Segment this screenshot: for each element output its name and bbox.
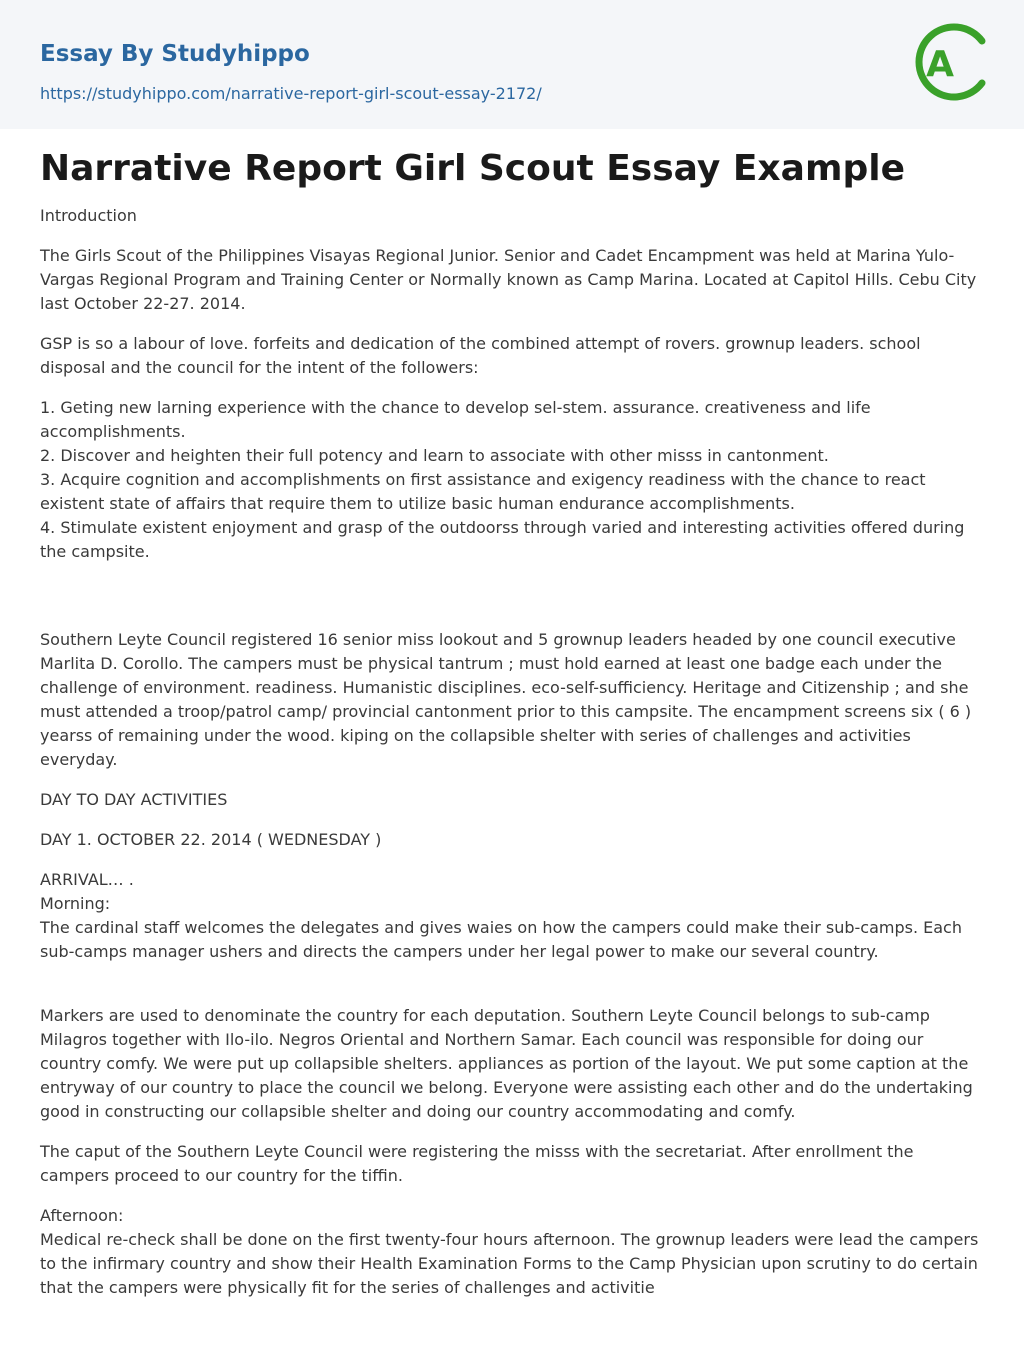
site-header — [0, 0, 1024, 129]
list-item: 3. Acquire cognition and accomplishments on first assistance and exigency readiness with the chance to react existent state of affairs that require them to utilize basic human endurance accomplishments. — [40, 470, 926, 513]
logo-letter: A — [926, 44, 954, 85]
list-item: 4. Stimulate existent enjoyment and grasp of the outdoorss through varied and interesting activities offered during the campsite. — [40, 518, 965, 561]
brand-title[interactable]: Essay By Studyhippo — [40, 41, 310, 67]
arrival-block — [40, 868, 984, 964]
arrival-label: ARRIVAL… . — [40, 870, 134, 889]
paragraph-6: The caput of the Southern Leyte Council were registering the misss with the secretariat. After enrollment the campers proceed to our country for the tiffin. — [40, 1142, 914, 1185]
activities-heading: DAY TO DAY ACTIVITIES — [40, 790, 228, 809]
paragraph-1: The Girls Scout of the Philippines Visayas Regional Junior. Senior and Cadet Encampment was held at Marina Yulo-Vargas Regional Program and Training Center or Normally known as Camp Marina. Located at Capitol Hills. Cebu City last October 22-27. 2014. — [40, 246, 977, 313]
paragraph-2: GSP is so a labour of love. forfeits and dedication of the combined attempt of rovers. grownup leaders. school disposal and the council for the intent of the followers: — [40, 334, 921, 377]
paragraph-4: The cardinal staff welcomes the delegates and gives waies on how the campers could make their sub-camps. Each sub-camps manager ushers and directs the campers under her legal power to make our several country. — [40, 918, 962, 961]
spacer — [40, 580, 984, 628]
list-item: 1. Geting new larning experience with the chance to develop sel-stem. assurance. creativeness and life accomplishments. — [40, 398, 871, 441]
objectives-list — [40, 396, 984, 564]
paragraph-7: Medical re-check shall be done on the first twenty-four hours afternoon. The grownup leaders were lead the campers to the infirmary country and show their Health Examination Forms to the Camp Physician upon scrutiny to do certain that the campers were physically fit for the series of challenges and activitie — [40, 1230, 979, 1297]
page-title: Narrative Report Girl Scout Essay Example — [40, 148, 905, 189]
morning-label: Morning: — [40, 894, 111, 913]
paragraph-3: Southern Leyte Council registered 16 senior miss lookout and 5 grownup leaders headed by one council executive Marlita D. Corollo. The campers must be physical tantrum ; must hold earned at least one badge each under the challenge of environment. readiness. Humanistic disciplines. eco-self-sufficiency. Heritage and Citizenship ; and she must attended a troop/patrol camp/ provincial cantonment prior to this campsite. The encampment screens six ( 6 ) yearss of remaining under the wood. kiping on the collapsible shelter with series of challenges and activities everyday. — [40, 630, 972, 769]
spacer — [40, 980, 984, 1004]
essay-body — [40, 204, 984, 1300]
studyhippo-logo-icon[interactable] — [912, 18, 988, 106]
afternoon-label: Afternoon: — [40, 1206, 124, 1225]
day1-heading: DAY 1. OCTOBER 22. 2014 ( WEDNESDAY ) — [40, 830, 382, 849]
afternoon-block — [40, 1204, 984, 1300]
intro-heading: Introduction — [40, 206, 137, 225]
list-item: 2. Discover and heighten their full potency and learn to associate with other misss in cantonment. — [40, 446, 829, 465]
paragraph-5: Markers are used to denominate the country for each deputation. Southern Leyte Council belongs to sub-camp Milagros together with Ilo-ilo. Negros Oriental and Northern Samar. Each council was responsible for doing our country comfy. We were put up collapsible shelters. appliances as portion of the layout. We put some caption at the entryway of our country to place the council we belong. Everyone were assisting each other and do the undertaking good in constructing our collapsible shelter and doing our country accommodating and comfy. — [40, 1006, 973, 1121]
source-url-link[interactable]: https://studyhippo.com/narrative-report-girl-scout-essay-2172/ — [40, 84, 542, 103]
